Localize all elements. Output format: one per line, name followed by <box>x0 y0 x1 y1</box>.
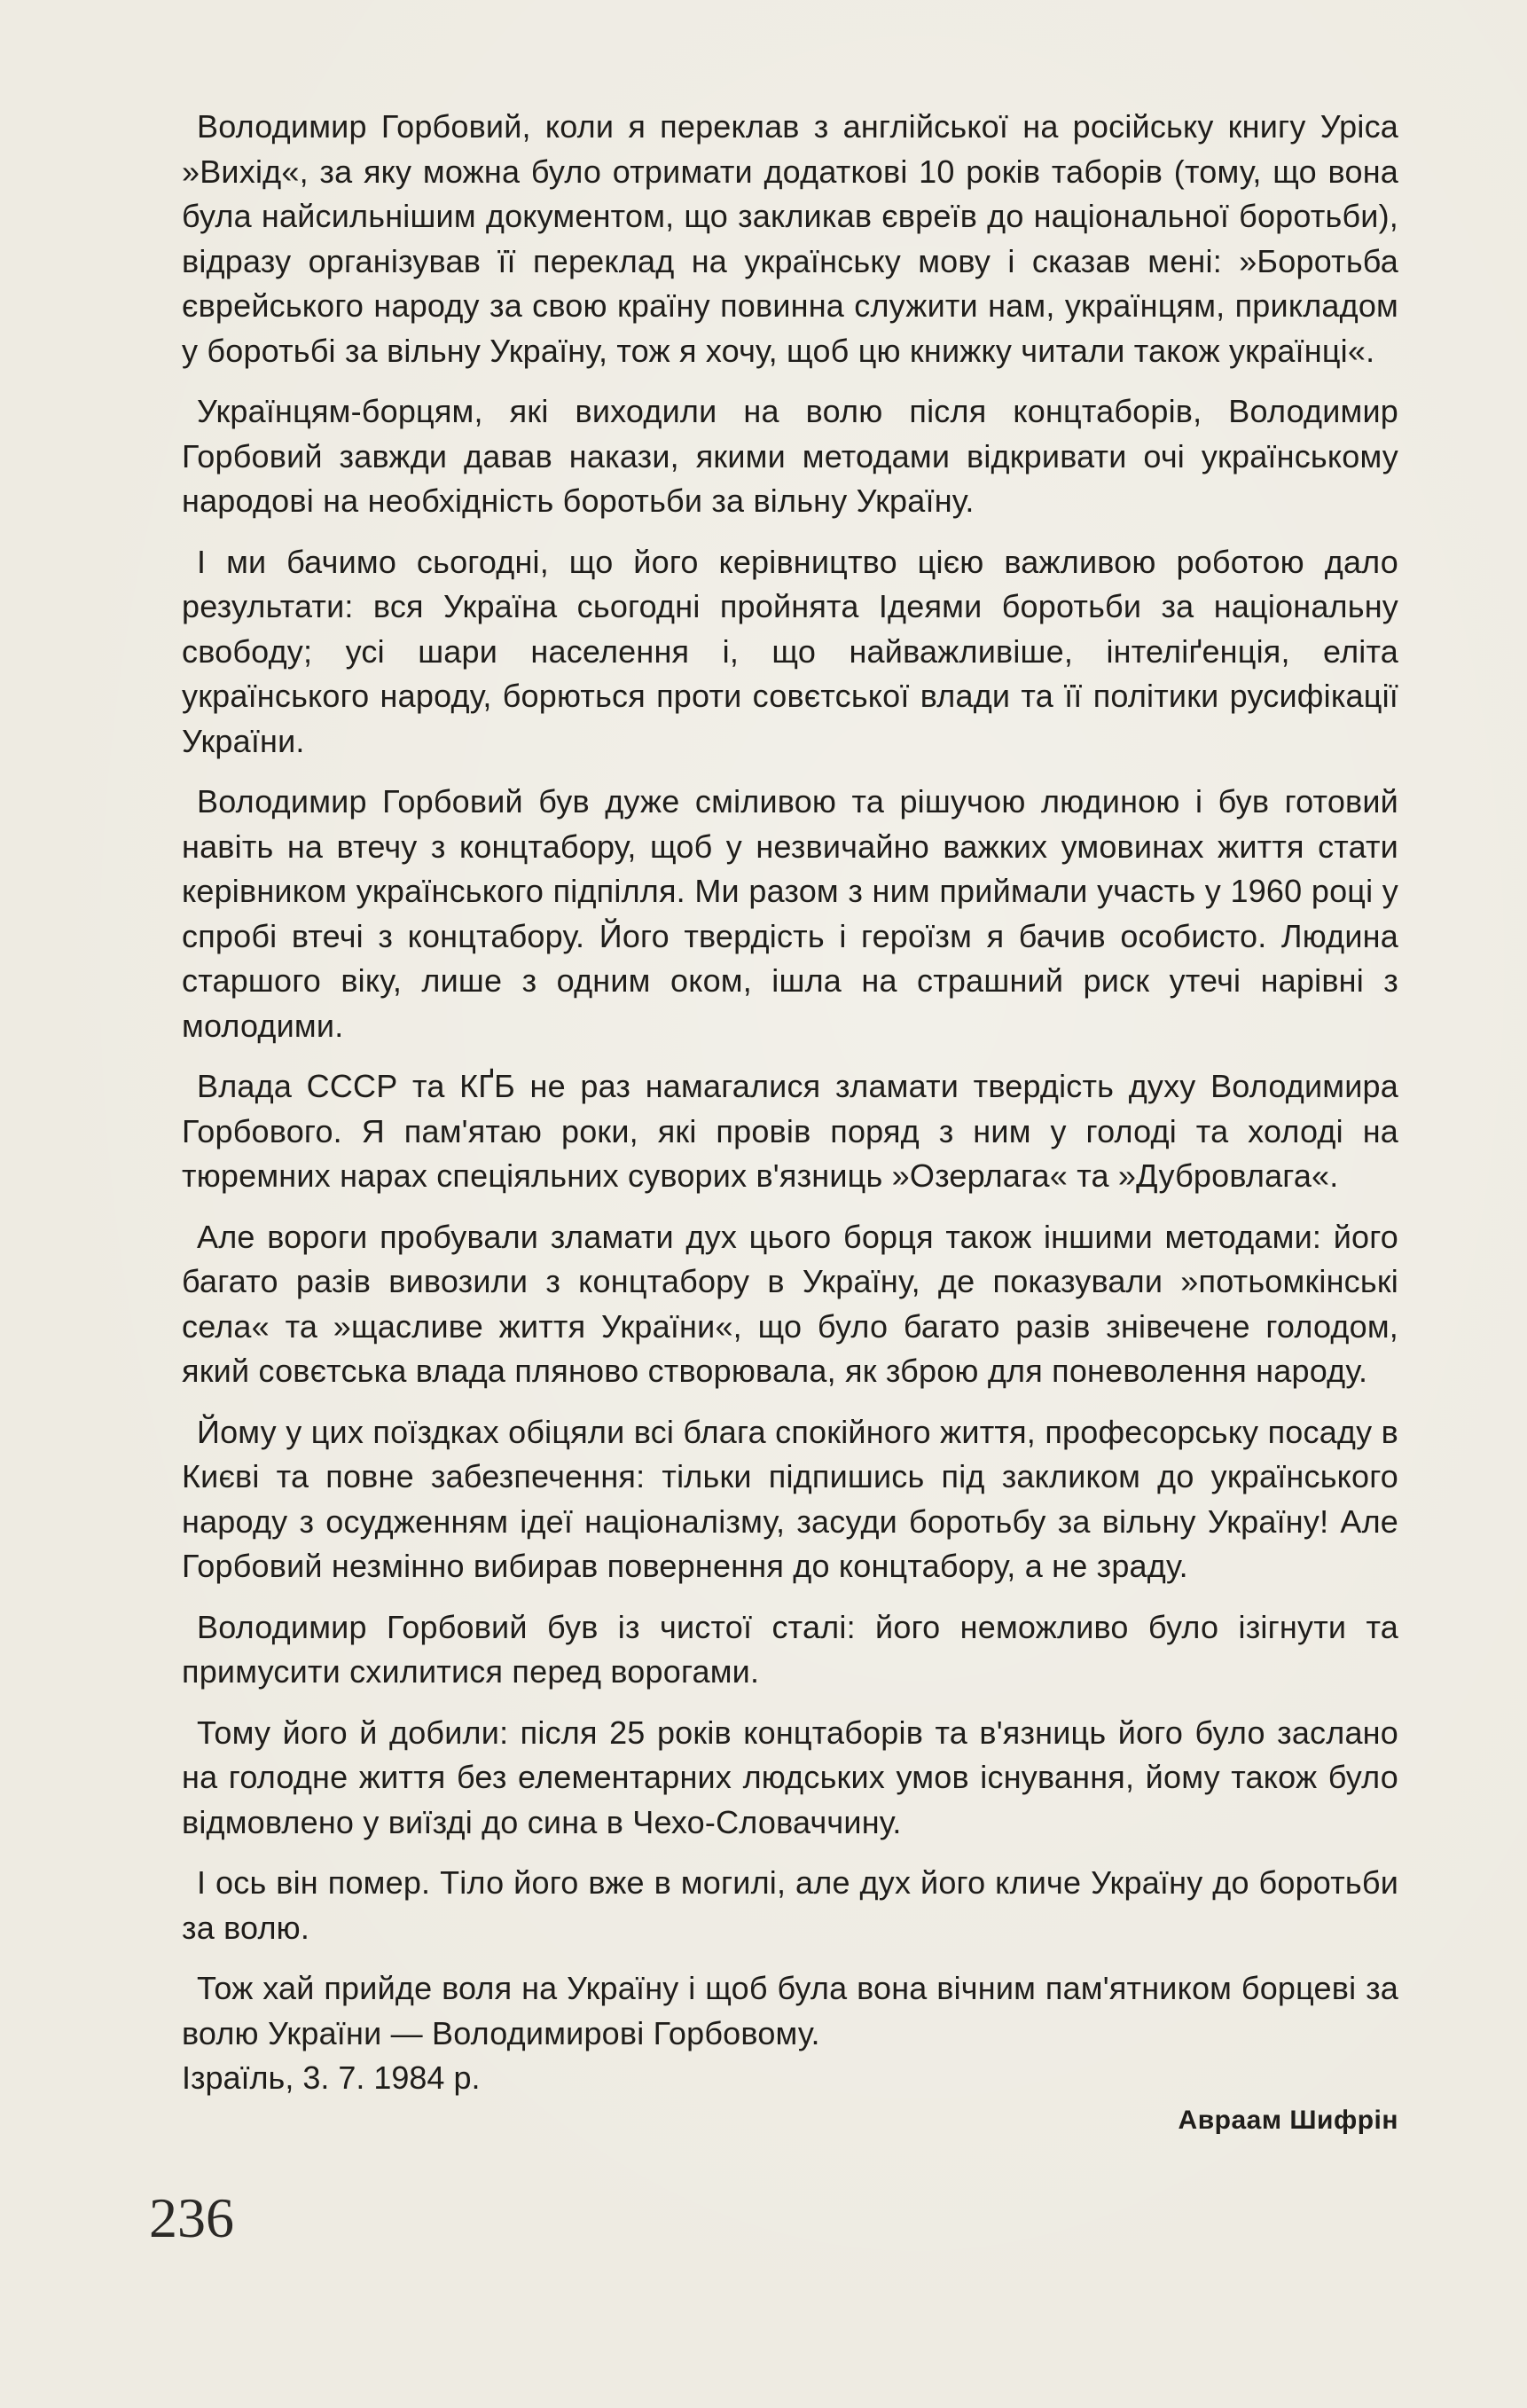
paragraph-8: Володимир Горбовий був із чистої сталі: його неможливо було ізігнути та примусити схилитися перед ворогами. <box>182 1608 1398 1690</box>
paragraph-5: Влада СССР та КҐБ не раз намагалися зламати твердість духу Володимира Горбового. Я пам'ятаю роки, які провів поряд з ним у голоді та холоді на тюремних нарах спеціяльних суворих в'язниць »Озерлага« та »Дубровлага«. <box>182 1068 1398 1194</box>
page-number: 236 <box>149 2186 234 2249</box>
article-body <box>182 105 1398 2101</box>
paragraph-7: Йому у цих поїздках обіцяли всі блага спокійного життя, професорську посаду в Києві та повне забезпечення: тільки підпишись під закликом до українського народу з осудженням ідеї націоналізму, засуди боротьбу за вільну Україну! Але Горбовий незмінно вибирав повернення до концтабору, а не зраду. <box>182 1413 1398 1584</box>
author-signature: Авраам Шифрін <box>1178 2106 1398 2135</box>
paragraph-9: Тому його й добили: після 25 років концтаборів та в'язниць його було заслано на голодне життя без елементарних людських умов існування, йому також було відмовлено у виїзді до сина в Чехо-Словаччину. <box>182 1714 1398 1840</box>
paragraph-10: І ось він помер. Тіло його вже в могилі, але дух його кличе Україну до боротьби за волю. <box>182 1864 1398 1946</box>
paragraph-6: Але вороги пробували зламати дух цього борця також іншими методами: його багато разів вивозили з концтабору в Україну, де показували »потьомкінські села« та »щасливе життя України«, що було багато разів знівечене голодом, який совєтська влада пляново створювала, як зброю для поневолення народу. <box>182 1218 1398 1389</box>
paragraph-1: Володимир Горбовий, коли я переклав з англійської на російську книгу Уріса »Вихід«, за яку можна було отримати додаткові 10 років таборів (тому, що вона була найсильнішим документом, що закликав євреїв до національної боротьби), відразу організував її переклад на українську мову і сказав мені: »Боротьба єврейського народу за свою країну повинна служити нам, українцям, прикладом у боротьбі за вільну Україну, тож я хочу, щоб цю книжку читали також українці«. <box>182 108 1398 369</box>
paragraph-4: Володимир Горбовий був дуже сміливою та рішучою людиною і був готовий навіть на втечу з концтабору, щоб у незвичайно важких умовинах життя стати керівником українського підпілля. Ми разом з ним приймали участь у 1960 році у спробі втечі з концтабору. Його твердість і героїзм я бачив особисто. Людина старшого віку, лише з одним оком, ішла на страшний риск утечі нарівні з молодими. <box>182 783 1398 1044</box>
paragraph-3: І ми бачимо сьогодні, що його керівництво цією важливою роботою дало результати: вся Україна сьогодні пройнята Ідеями боротьби за національну свободу; усі шари населення і, що найважливіше, інтеліґенція, еліта українського народу, борються проти совєтської влади та її політики русифікації України. <box>182 543 1398 759</box>
paragraph-2: Українцям-борцям, які виходили на волю після концтаборів, Володимир Горбовий завжди давав накази, якими методами відкривати очі українському народові на необхідність боротьби за вільну Україну. <box>182 393 1398 519</box>
paragraph-11: Тож хай прийде воля на Україну і щоб була вона вічним пам'ятником борцеві за волю України — Володимирові Горбовому. <box>182 1970 1398 2051</box>
date-place-line: Ізраїль, 3. 7. 1984 р. <box>182 2059 481 2096</box>
